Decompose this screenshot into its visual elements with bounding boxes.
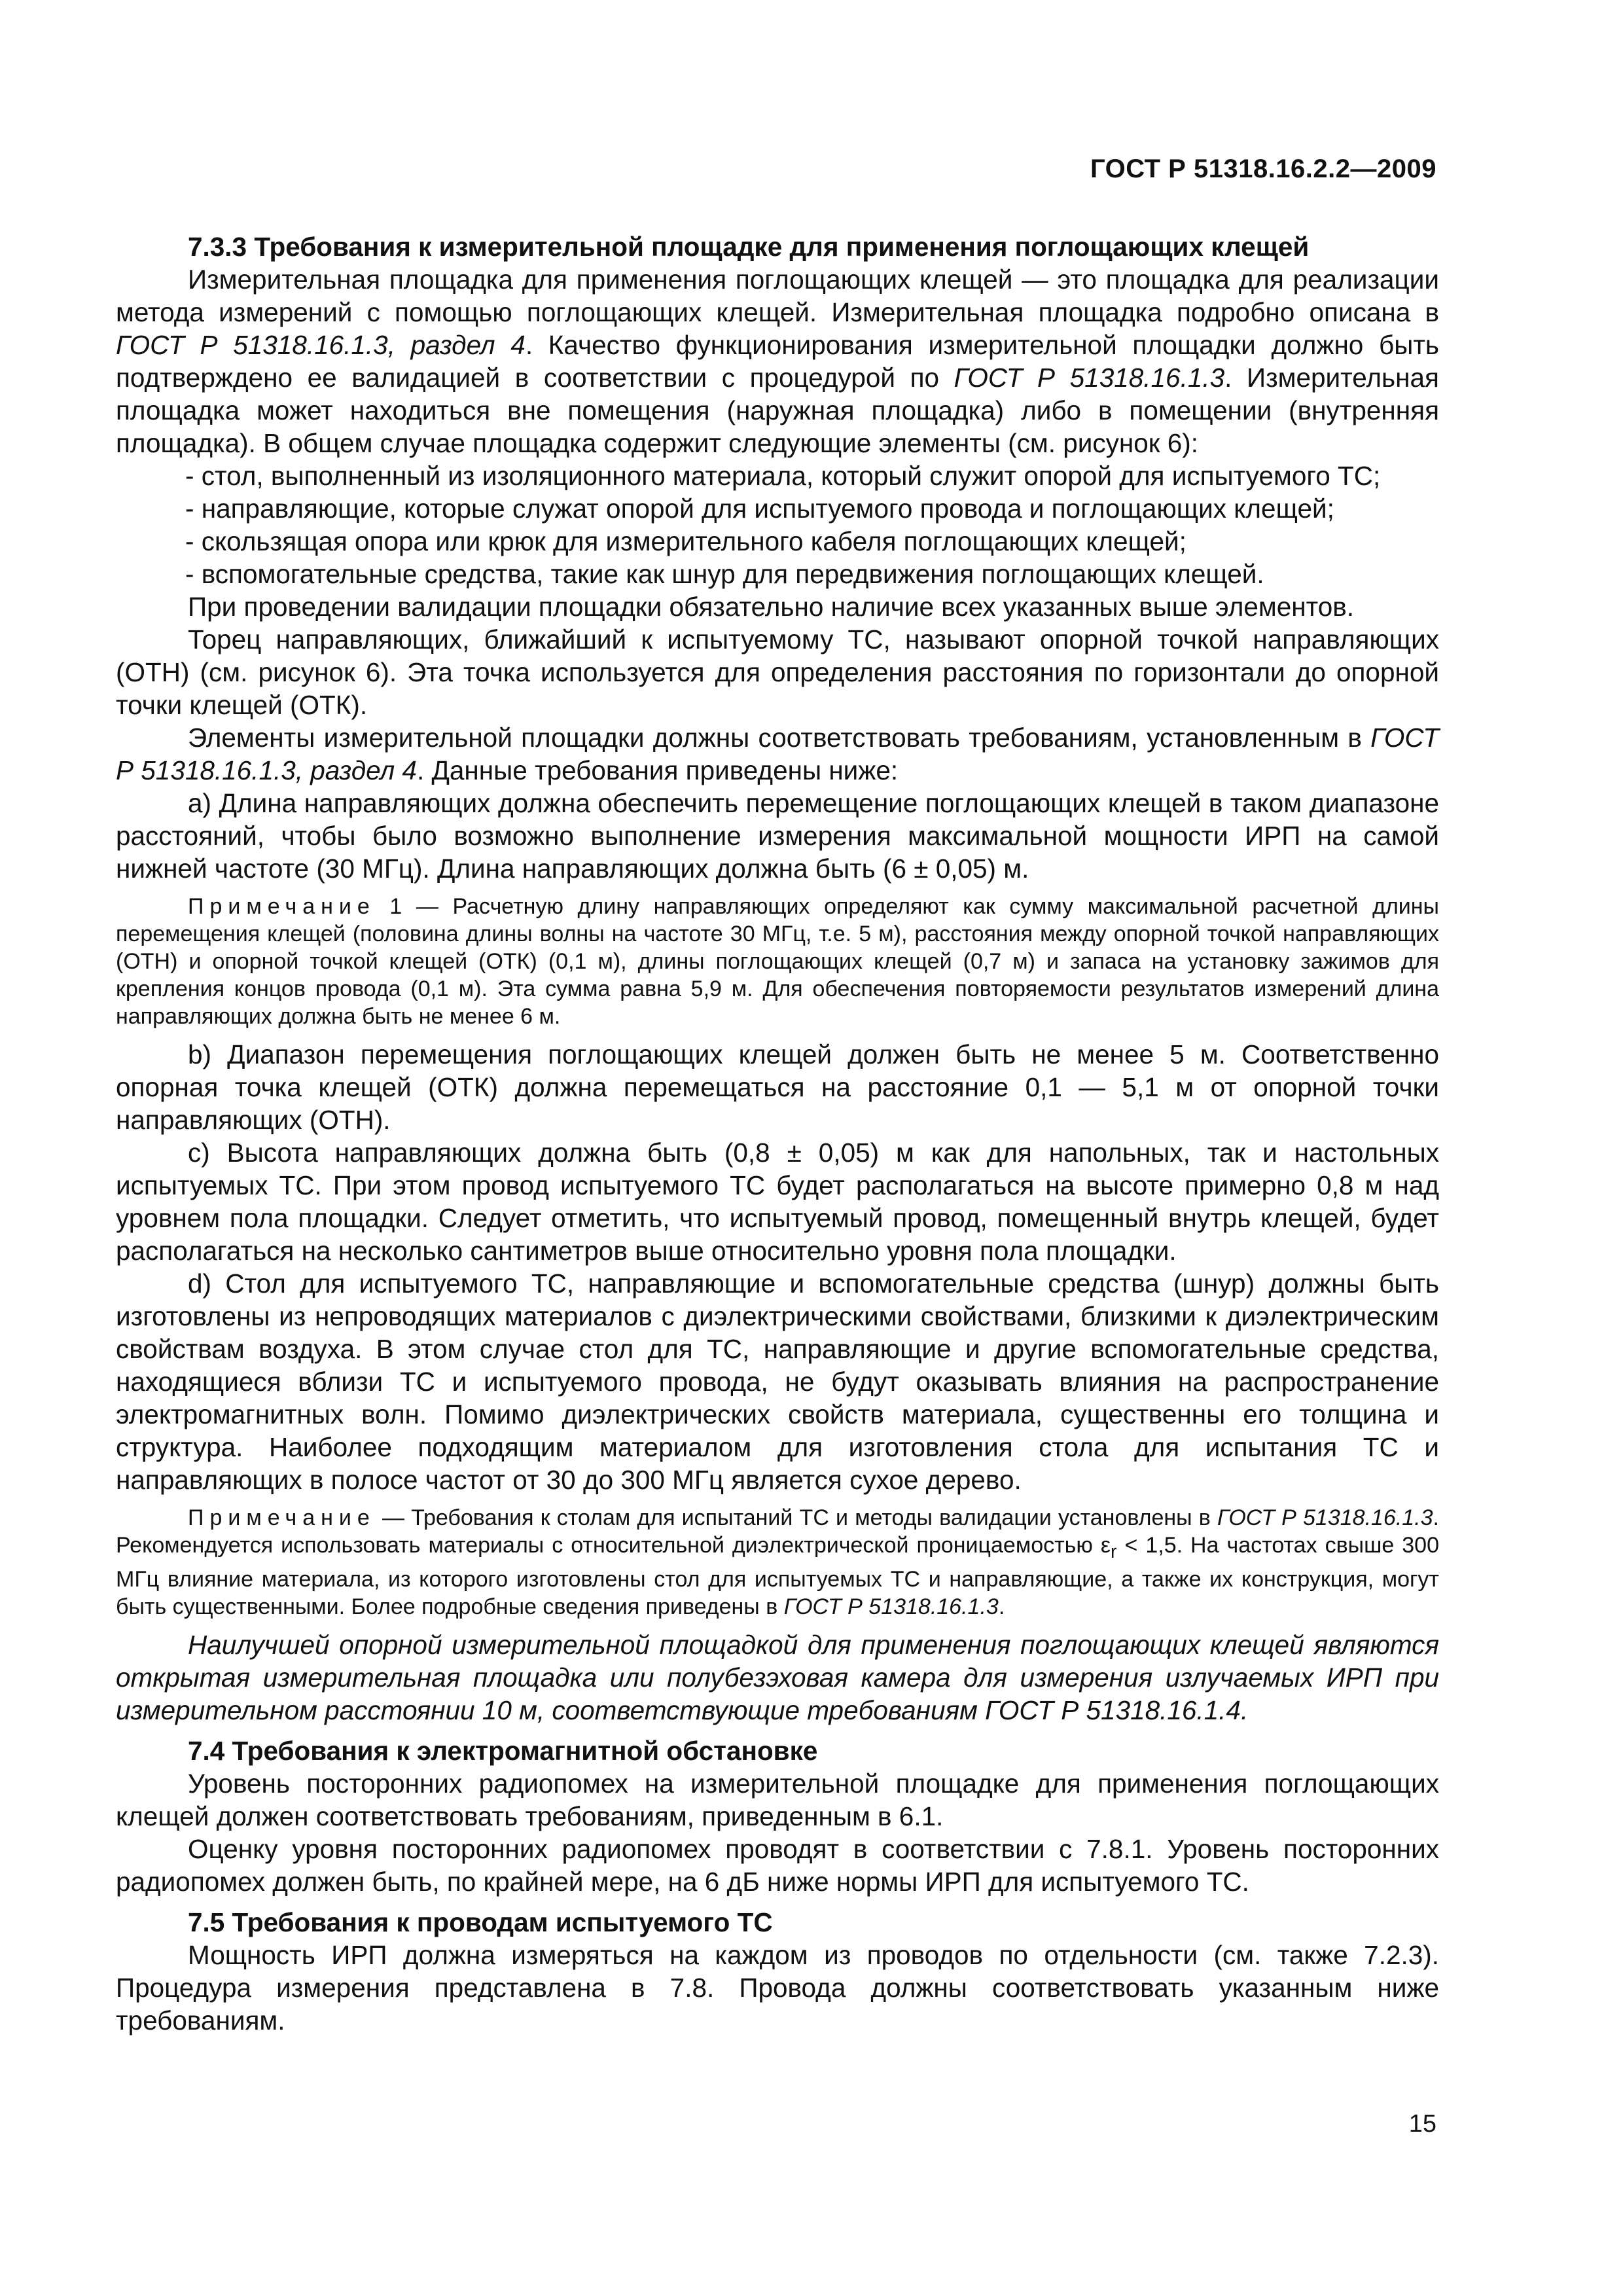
note-text: . [998, 1594, 1005, 1619]
section-7-5-title: 7.5 Требования к проводам испытуемого ТС [188, 1907, 773, 1937]
standard-reference: ГОСТ Р 51318.16.1.3, раздел 4 [116, 723, 1439, 785]
subscript: r [1111, 1541, 1117, 1562]
requirement-c: c) Высота направляющих должна быть (0,8 ± 0,05) м как для напольных, так и настольных испытуемых ТС. При этом провод испытуемого ТС будет располагаться на высоте примерно 0,8 м над уровнем пола площадки. Следует отметить, что испытуемый провод, помещенный внутрь клещей, будет располагаться на несколько сантиметров выше относительно уровня пола площадки. [116, 1138, 1439, 1266]
note-2 [116, 1504, 1439, 1621]
list-item: - направляющие, которые служат опорой для испытуемого провода и поглощающих клещей; [185, 493, 1334, 524]
standard-reference: ГОСТ Р 51318.16.1.3, раздел 4 [116, 330, 526, 360]
requirement-d: d) Стол для испытуемого ТС, направляющие и вспомогательные средства (шнур) должны быть изготовлены из непроводящих материалов с диэлектрическими свойствами, близкими к диэлектрическим свойствам воздуха. В этом случае стол для ТС, направляющие и другие вспомогательные средства, находящиеся вблизи ТС и испытуемого провода, не будут оказывать влияния на распространение электромагнитных волн. Помимо диэлектрических свойств материала, существенны его толщина и структура. Наиболее подходящим материалом для изготовления стола для испытания ТС и направляющих в полосе частот от 30 до 300 МГц является сухое дерево. [116, 1268, 1439, 1495]
paragraph-noise-requirement: Уровень посторонних радиопомех на измерительной площадке для применения поглощающих клещей должен соответствовать требованиям, приведенным в 6.1. [116, 1768, 1439, 1831]
list-item: - стол, выполненный из изоляционного материала, который служит опорой для испытуемого ТС; [185, 461, 1381, 491]
note-label: Примечание [188, 1505, 376, 1530]
requirement-a: а) Длина направляющих должна обеспечить перемещение поглощающих клещей в таком диапазоне расстояний, чтобы было возможно выполнение измерения максимальной мощности ИРП на самой нижней частоте (30 МГц). Длина направляющих должна быть (6 ± 0,05) м. [116, 788, 1439, 884]
page-content [116, 230, 1439, 2037]
closing-statement: Наилучшей опорной измерительной площадкой для применения поглощающих клещей являются открытая измерительная площадка или полубезэховая камера для измерения излучаемых ИРП при измерительном расстоянии 10 м, соответствующие требованиям ГОСТ Р 51318.16.1.4. [116, 1629, 1439, 1725]
note-label: Примечание [188, 894, 376, 919]
paragraph-site-description [116, 263, 1439, 459]
list-item: - скользящая опора или крюк для измерительного кабеля поглощающих клещей; [185, 526, 1186, 556]
paragraph-wire-requirements: Мощность ИРП должна измеряться на каждом из проводов по отдельности (см. также 7.2.3). Процедура измерения представлена в 7.8. Провода должны соответствовать указанным ниже требованиям. [116, 1939, 1439, 2036]
paragraph-validation: При проведении валидации площадки обязательно наличие всех указанных выше элементов. [188, 592, 1355, 622]
page-number: 15 [1408, 2110, 1436, 2138]
paragraph-noise-assessment: Оценку уровня посторонних радиопомех проводят в соответствии с 7.8.1. Уровень посторонних радиопомех должен быть, по крайней мере, на 6 дБ ниже нормы ИРП для испытуемого ТС. [116, 1833, 1439, 1897]
note-text: 1 — Расчетную длину направляющих определяют как сумму максимальной расчетной длины перемещения клещей (половина длины волны на частоте 30 МГц, т.е. 5 м), расстояния между опорной точкой направляющих (ОТН) и опорной точкой клещей (ОТК) (0,1 м), длины поглощающих клещей (0,7 м) и запаса на установку зажимов для крепления концов провода (0,1 м). Эта сумма равна 5,9 м. Для обеспечения повторяемости результатов измерений длина направляющих должна быть не менее 6 м. [116, 894, 1439, 1029]
text-run: . Качество функционирования измерительной площадки должно быть подтверждено ее валидацией в соответствии с процедурой по [116, 330, 1439, 393]
standard-reference: ГОСТ Р 51318.16.1.3 [783, 1594, 999, 1619]
list-item: - вспомогательные средства, такие как шнур для передвижения поглощающих клещей. [185, 559, 1264, 589]
standard-header: ГОСТ Р 51318.16.2.2—2009 [1090, 154, 1436, 183]
note-text: < 1,5. На частотах свыше 300 МГц влияние материала, из которого изготовлены стол для испытуемых ТС и направляющие, а также их конструкция, могут быть существенными. Более подробные сведения приведены в [116, 1533, 1439, 1619]
section-7-4-title: 7.4 Требования к электромагнитной обстановке [188, 1735, 818, 1766]
standard-reference: ГОСТ Р 51318.16.1.3 [1217, 1505, 1433, 1530]
paragraph-reference-point: Торец направляющих, ближайший к испытуемому ТС, называют опорной точкой направляющих (ОТН) (см. рисунок 6). Эта точка используется для определения расстояния по горизонтали до опорной точки клещей (ОТК). [116, 624, 1439, 720]
text-run: . Измерительная площадка может находиться вне помещения (наружная площадка) либо в помещении (внутренняя площадка). В общем случае площадка содержит следующие элементы (см. рисунок 6): [116, 363, 1439, 458]
section-7-3-3-title: 7.3.3 Требования к измерительной площадке для применения поглощающих клещей [188, 232, 1310, 262]
note-text: — Требования к столам для испытаний ТС и методы валидации установлены в [375, 1505, 1217, 1530]
paragraph-elements [116, 721, 1439, 787]
text-run: . Данные требования приведены ниже: [416, 755, 899, 785]
note-text: . Рекомендуется использовать материалы с относительной диэлектрической проницаемостью ε [116, 1505, 1439, 1558]
requirement-b: b) Диапазон перемещения поглощающих клещей должен быть не менее 5 м. Соответственно опорная точка клещей (ОТК) должна перемещаться на расстояние 0,1 — 5,1 м от опорной точки направляющих (ОТН). [116, 1039, 1439, 1135]
text-run: Элементы измерительной площадки должны соответствовать требованиям, установленным в [188, 723, 1371, 753]
standard-reference: ГОСТ Р 51318.16.1.3 [954, 363, 1225, 393]
text-run: Измерительная площадка для применения поглощающих клещей — это площадка для реализации метода измерений с помощью поглощающих клещей. Измерительная площадка подробно описана в [116, 264, 1439, 327]
note-1 [116, 893, 1439, 1030]
